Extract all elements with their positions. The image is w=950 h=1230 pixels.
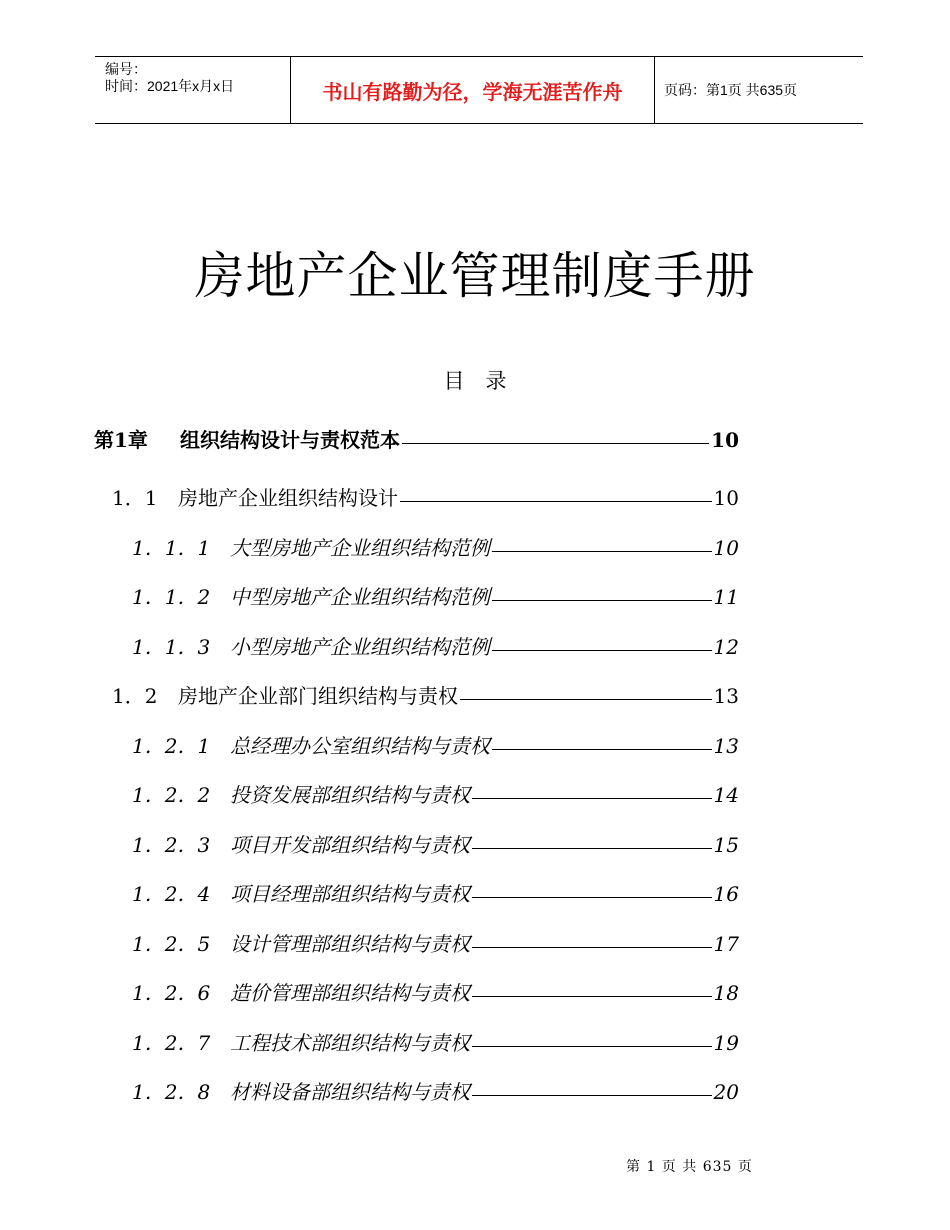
toc-entry[interactable] <box>112 680 739 709</box>
toc-entry-page: 17 <box>713 932 739 956</box>
toc-entry-title: 材料设备部组织结构与责权 <box>230 1080 470 1104</box>
toc-leader-line <box>492 749 712 750</box>
toc-leader-line <box>472 897 712 898</box>
document-time-label: 时间：2021年x月x日 <box>105 78 235 94</box>
document-title: 房地产企业管理制度手册 <box>194 247 756 305</box>
toc-leader-line <box>472 1095 712 1096</box>
toc-leader-line <box>472 798 712 799</box>
toc-entry-page: 10 <box>713 536 739 560</box>
toc-entry-number: 1．2．2 <box>132 783 211 807</box>
toc-entry-page: 20 <box>713 1080 739 1104</box>
toc-entry-title: 小型房地产企业组织结构范例 <box>230 635 490 659</box>
page-footer: 第 1 页 共 635 页 <box>626 1159 753 1175</box>
toc-entry-number: 第1章 <box>94 428 148 452</box>
toc-entry-page: 15 <box>713 833 739 857</box>
toc-entry-page: 18 <box>713 981 739 1005</box>
toc-entry[interactable] <box>94 424 739 453</box>
toc-entry[interactable] <box>132 878 739 907</box>
toc-entry-title: 房地产企业组织结构设计 <box>178 486 398 510</box>
toc-entry[interactable] <box>132 779 739 808</box>
toc-entry-title: 总经理办公室组织结构与责权 <box>230 734 490 758</box>
toc-entry-title: 房地产企业部门组织结构与责权 <box>178 684 458 708</box>
toc-entry[interactable] <box>132 1076 739 1105</box>
toc-leader-line <box>402 443 709 444</box>
toc-leader-line <box>472 848 712 849</box>
toc-leader-line <box>472 996 712 997</box>
toc-entry[interactable] <box>132 631 739 660</box>
toc-entry-page: 10 <box>711 428 739 452</box>
header-motto: 书山有路勤为径，学海无涯苦作舟 <box>291 57 655 123</box>
toc-entry[interactable] <box>132 730 739 759</box>
header-page-info: 页码：第1页 共635页 <box>664 82 798 98</box>
toc-entry-page: 14 <box>713 783 739 807</box>
toc-entry-number: 1．2．5 <box>132 932 211 956</box>
toc-entry-number: 1．2．4 <box>132 882 211 906</box>
toc-entry-number: 1．2．3 <box>132 833 211 857</box>
toc-entry-page: 11 <box>713 585 739 609</box>
toc-entry[interactable] <box>132 977 739 1006</box>
toc-entry-title: 投资发展部组织结构与责权 <box>230 783 470 807</box>
toc-leader-line <box>472 947 712 948</box>
toc-entry-number: 1．2．8 <box>132 1080 211 1104</box>
toc-entry[interactable] <box>132 928 739 957</box>
toc-leader-line <box>460 699 712 700</box>
toc-entry-title: 中型房地产企业组织结构范例 <box>230 585 490 609</box>
toc-entry-title: 工程技术部组织结构与责权 <box>230 1031 470 1055</box>
header-meta <box>95 57 291 123</box>
toc-entry-number: 1．2．7 <box>132 1031 211 1055</box>
toc-leader-line <box>400 501 712 502</box>
toc-leader-line <box>492 551 712 552</box>
toc-entry-number: 1．1 <box>112 486 158 510</box>
toc-entry[interactable] <box>132 1027 739 1056</box>
toc-entry-page: 13 <box>713 684 739 708</box>
toc-entry-number: 1．1．1 <box>132 536 211 560</box>
toc-entry-page: 16 <box>713 882 739 906</box>
toc-entry-page: 19 <box>713 1031 739 1055</box>
toc-entry[interactable] <box>132 581 739 610</box>
toc-entry-title: 项目经理部组织结构与责权 <box>230 882 470 906</box>
toc-leader-line <box>492 600 712 601</box>
toc-entry[interactable] <box>132 829 739 858</box>
toc-entry-title: 设计管理部组织结构与责权 <box>230 932 470 956</box>
toc-leader-line <box>492 650 712 651</box>
toc-entry-number: 1．2．1 <box>132 734 211 758</box>
toc-entry[interactable] <box>112 482 739 511</box>
toc-entry-page: 13 <box>713 734 739 758</box>
page-header <box>95 56 863 124</box>
toc-entry-number: 1．2．6 <box>132 981 211 1005</box>
document-number-label: 编号： <box>105 61 147 77</box>
toc-heading: 目 录 <box>443 369 507 393</box>
toc-entry[interactable] <box>132 532 739 561</box>
toc-entry-page: 12 <box>713 635 739 659</box>
toc-entry-title: 项目开发部组织结构与责权 <box>230 833 470 857</box>
toc-entry-page: 10 <box>713 486 739 510</box>
toc-entry-number: 1．2 <box>112 684 158 708</box>
toc-entry-title: 大型房地产企业组织结构范例 <box>230 536 490 560</box>
toc-entry-title: 造价管理部组织结构与责权 <box>230 981 470 1005</box>
toc-leader-line <box>472 1046 712 1047</box>
toc-entry-number: 1．1．2 <box>132 585 211 609</box>
toc-entry-title: 组织结构设计与责权范本 <box>180 428 400 452</box>
toc-entry-number: 1．1．3 <box>132 635 211 659</box>
